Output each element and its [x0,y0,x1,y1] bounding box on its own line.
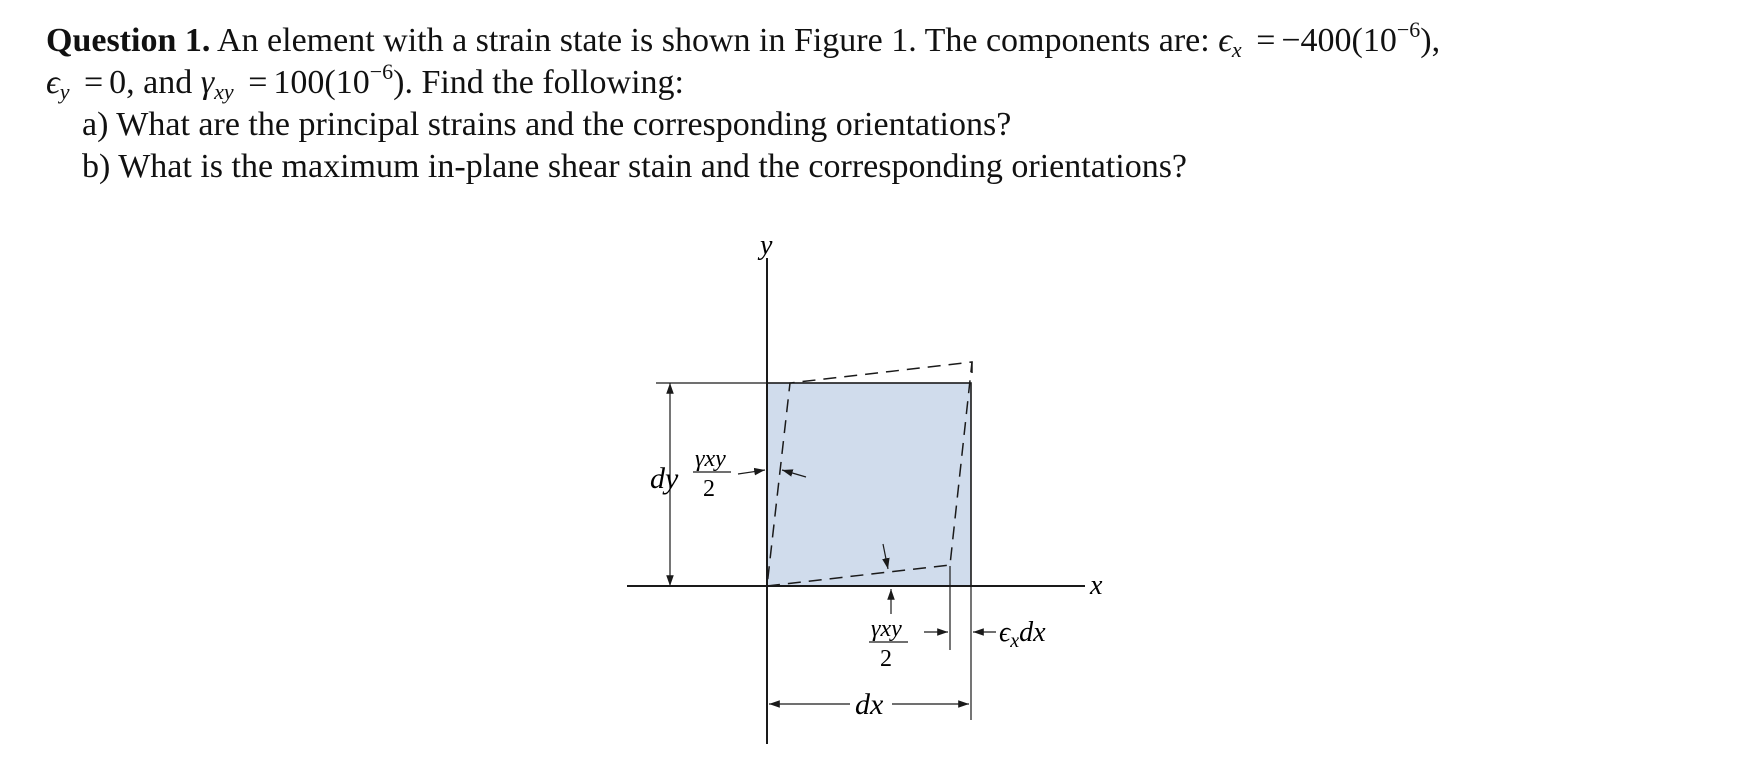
eps-x-exp: −6 [1396,17,1421,42]
gamma-exp: −6 [369,59,394,84]
gamma-symbol: γ [200,64,215,101]
eps-dx-symbol: ϵ [999,617,1011,648]
eps-y-value: 0, and [109,64,193,101]
equals-sign: = [248,64,268,101]
x-axis-label: x [1090,570,1103,601]
gamma-frac-num-left: γxy [695,446,726,472]
dx-label: dx [855,688,884,721]
question-intro: An element with a strain state is shown in Figure 1. The components are: [216,22,1210,59]
gamma-value: 100(10 [273,64,370,101]
y-axis-label: y [760,230,773,261]
part-b: b) What is the maximum in-plane shear stain and the corresponding orientations? [82,148,1188,185]
eps-x-symbol: ϵ [1218,22,1232,59]
dy-label: dy [650,462,679,495]
gamma-close: ). Find the following: [393,64,685,101]
gamma-frac-num-bottom: γxy [871,616,902,642]
equals-sign: = [1256,22,1276,59]
question-number: Question 1. [46,22,211,59]
gamma-sub: xy [214,79,234,104]
eps-y-sub: y [59,79,70,104]
part-a: a) What are the principal strains and the corresponding orientations? [82,106,1012,143]
eps-y-symbol: ϵ [46,64,60,101]
undeformed-element [767,383,971,586]
eps-dx-tail: dx [1019,617,1046,648]
eps-dx-sub: x [1010,630,1020,652]
equals-sign: = [83,64,104,101]
gamma-left-arrow-in [738,470,765,474]
gamma-frac-den-bottom: 2 [880,646,892,672]
eps-dx-label [999,617,1046,652]
eps-x-close: ), [1420,22,1441,59]
gamma-frac-den-left: 2 [703,476,715,502]
eps-x-sub: x [1231,37,1242,62]
eps-x-value: −400(10 [1281,22,1397,59]
